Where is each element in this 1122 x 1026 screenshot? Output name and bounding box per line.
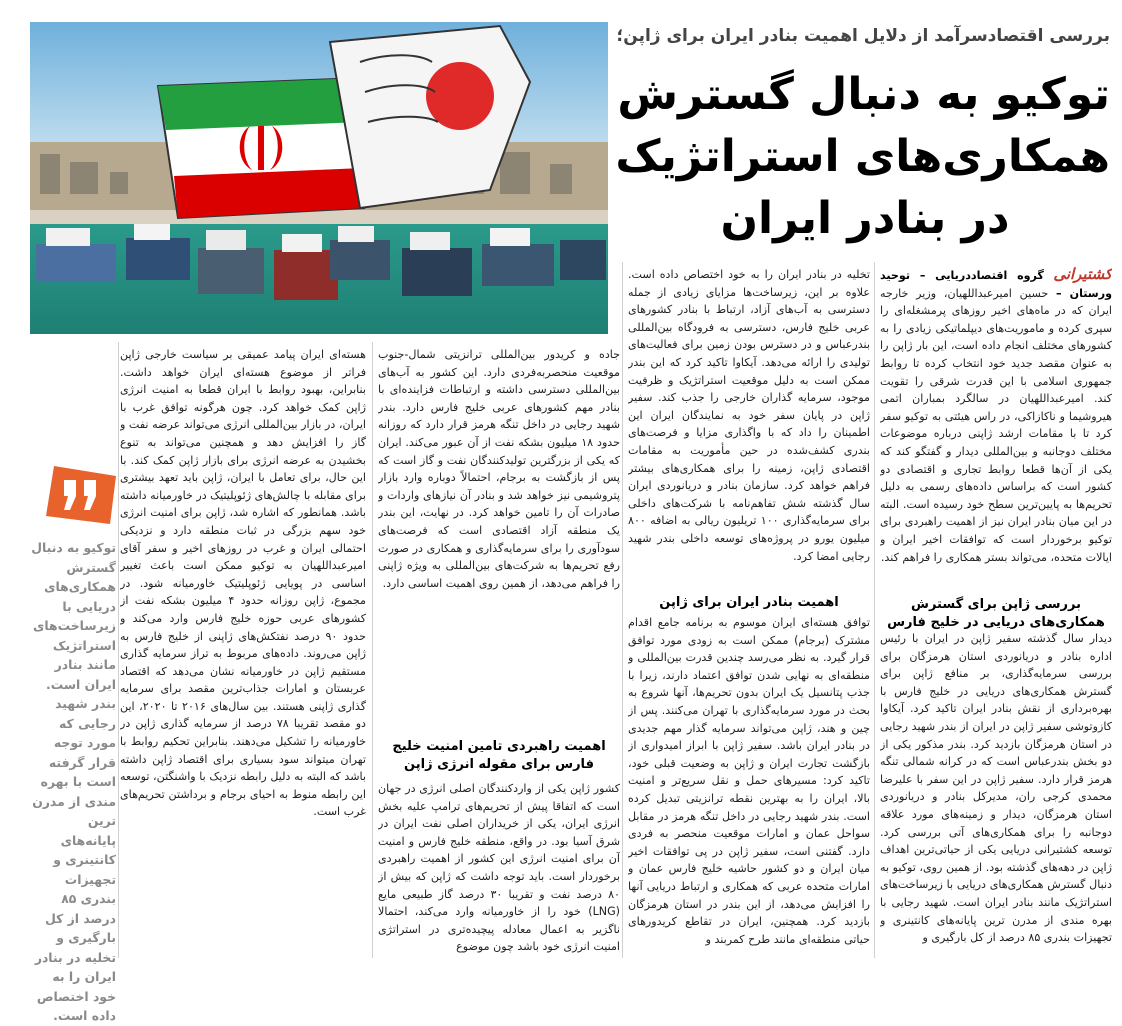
subhead-2: اهمیت بنادر ایران برای ژاپن [659, 595, 839, 610]
byline-mark: کشتیرانی [1053, 266, 1112, 283]
column-2-continued: توافق هسته‌ای ایران موسوم به برنامه جامع اقدام مشترک (برجام) ممکن است به زودی مورد توافق قرار گیرد. به نظر می‌رسد چندین قدرت بین‌المللی و منطقه‌ای به نهایی شدن توافق اعتماد دارند، زیرا با جذب پتانسیل یک ایران بدون تحریم‌ها، آنها شروع به بحث در مورد سرمایه‌گذاری با تهران می‌کنند. پس از چین و هند، ژاپن می‌تواند سرمایه گذار مهم جدیدی در بنادر ایران باشد. سفیر ژاپن با ابراز امیدواری از بازگشت تجارت ایران و ژاپن به وضعیت قبلی خود، تاکید کرد: مسیرهای حمل و نقل سریع‌تر و امنیت بالا، ایران را به بهترین نقطه ترانزیتی تبدیل کرده است. بندر شهید رجایی در داخل تنگه هرمز در مقابل سواحل عمان و امارات موقعیت منحصر به فردی دارد. گفتنی است، سفیر ژاپن در پی توافقات اخیر میان ایران و دو کشور حاشیه خلیج فارس عمان و امارات متحده عربی که همکاری و ارتباط دریایی آنها را افزایش می‌دهد، از این بندر در استان هرمزگان بازدید کرد. همچنین، ایران در تقاطع کریدورهای حیاتی منطقه‌ای مانند طرح کمربند و [628, 616, 870, 946]
column-3-continued: کشور ژاپن یکی از واردکنندگان اصلی انرژی در جهان است که اتفاقا پیش از تحریم‌های ترامپ علیه بخش انرژی ایران، یکی از خریداران اصلی نفت ایران در شرق آسیا بود. در واقع، منطقه خلیج فارس و امنیت آن برای امنیت انرژی این کشور از اهمیت راهبردی برخوردار است. باید توجه داشت که ژاپن که بیش از ۸۰ درصد نفت و تقریبا ۳۰ درصد گاز طبیعی مایع (LNG) خود را از خاورمیانه وارد می‌کند، احتمالا ناگزیر به اعمال معادله پیچیده‌تری در استراتژی امنیت انرژی خود باشد چون موضوع [378, 782, 620, 954]
column-4-text: هسته‌ای ایران پیامد عمیقی بر سیاست خارجی ژاپن فراتر از موضوع هسته‌ای ایران خواهد داشت. بنابراین، بهبود روابط با ایران قطعا به امنیت انرژی ژاپن کمک خواهد کرد. چون هرگونه توافق غرب با ایران، در بازار بین‌المللی انرژی می‌تواند عرضه نفت و گاز را افزایش دهد و همچنین می‌تواند به تنوع بخشیدن به عرضه انرژی برای بازار ژاپن کمک کند. با این حال، برای تعامل با ایران، ژاپن باید تعهد بیشتری برای مقابله با چالش‌های ژئوپلیتیک در خاورمیانه داشته باشد. همانطور که اشاره شد، ژاپن برای امنیت انرژی خود سهم بزرگی در ثبات منطقه دارد و نزدیکی احتمالی ایران و غرب در روزهای اخیر و سفر آقای امیرعبداللهیان به توکیو ممکن است باعث تغییر اساسی در پویایی ژئوپلیتیک خاورمیانه شود. در مجموع، ژاپن روزانه حدود ۴ میلیون بشکه نفت از کشورهای عربی حوزه خلیج فارس وارد می‌کند و حدود ۹۰ درصد نفتکش‌های ژاپنی از خلیج فارس به ژاپن می‌روند. داده‌های مربوط به تراز سرمایه گذاری مستقیم ژاپن در خاورمیانه نشان می‌دهد که اقتصاد عربستان و امارات جذاب‌ترین مقصد برای سرمایه گذاری ژاپنی هستند. بین سال‌های ۲۰۱۶ تا ۲۰۲۰، این دو مقصد تقریبا ۷۸ درصد از سرمایه گذاری ژاپن در خاورمیانه را تشکیل می‌دهند. بنابراین تحکیم روابط با تهران میتواند سود بسیاری برای اقتصاد ژاپن داشته باشد که البته به دلیل رابطه نزدیک با واشنگتن، توسعه این رابطه منوط به احیای برجام و برداشتن تحریم‌های غرب است. [120, 348, 366, 819]
column-1-text: حسین امیرعبداللهیان، وزیر خارجه ایران که در ماه‌های اخیر روزهای پرمشغله‌ای را سپری کرده و ماموریت‌های دیپلماتیکی زیادی را به کشورهای مختلف انجام داده است، این بار ژاپن را به عنوان مقصد جدید خود انتخاب کرده تا روابط جمهوری اسلامی با این قدرت شرقی را تقویت کند. امیرعبداللهیان در سالگرد بمباران اتمی هیروشیما و ناکازاکی، در راس هیئتی به توکیو سفر کرد تا با مقامات ارشد ژاپنی درباره موضوعات مختلف دوجانبه و بین‌المللی دیدار و گفتگو کند که یکی از آن‌ها قطعا روابط تجاری و اقتصادی دو کشور است که براساس داده‌های رسمی به دلیل تحریم‌ها به پایین‌ترین سطح خود رسیده است. البته در این میان بنادر ایران نیز از اهمیت راهبردی برای توکیو برخوردار است که توافقات اخیر ایران و ایالات متحده، می‌تواند بستر همکاری را فراهم کند. [880, 286, 1112, 564]
subhead-1: بررسی ژاپن برای گسترش همکاری‌های دریایی در خلیج فارس [887, 597, 1105, 630]
headline-line-2: همکاری‌های استراتژیک [615, 131, 1110, 182]
column-3 [378, 346, 620, 958]
port-handshake-illustration [30, 22, 608, 334]
byline: گروه اقتصاددریایی – توحید ورستان – [880, 269, 1112, 300]
headline-line-3: در بنادر ایران [720, 193, 1010, 244]
article-photo [30, 22, 608, 334]
subhead-3: اهمیت راهبردی تامین امنیت خلیج فارس برای مقوله انرژی ژاپن [392, 739, 606, 772]
headline [615, 64, 1110, 250]
column-1-intro [880, 266, 1112, 574]
column-divider [118, 342, 119, 958]
kicker: بررسی اقتصادسرآمد از دلایل اهمیت بنادر ایران برای ژاپن؛ [616, 26, 1110, 46]
column-divider [874, 262, 875, 958]
column-3-text: جاده و کریدور بین‌المللی ترانزیتی شمال-جنوب موقعیت منحصربه‌فردی دارد. این کشور به آب‌های بین‌المللی دسترسی داشته و ارتباطات فزاینده‌ای با بنادر مهم کشورهای عربی خلیج فارس دارد. بندر شهید رجایی در داخل تنگه هرمز قرار دارد که روزانه حدود ۱۸ میلیون بشکه نفت از آن عبور می‌کند. ایران که یکی از بزرگترین تولیدکنندگان نفت و گاز است که پس از بازگشت به برجام، احتمالاً دوباره وارد بازار پتروشیمی نیز خواهد شد و بنادر آن نیازهای واردات و صادرات آن را تامین خواهد کرد. در نهایت، این بندر یک منطقه آزاد اقتصادی است که فرصت‌های سودآوری را برای سرمایه‌گذاری و همکاری در صورت رفع تحریم‌ها به شرکت‌های بین‌المللی به ویژه ژاپنی را فراهم می‌دهد، از همین روی اهمیت اساسی دارد. [378, 348, 620, 590]
column-1-continued: دیدار سال گذشته سفیر ژاپن در ایران با رئیس اداره بنادر و دریانوردی استان هرمزگان برای بررسی سرمایه‌گذاری، بر منافع ژاپن برای گسترش همکاری‌های دریایی در خلیج فارس با بهره‌برداری از نقش بنادر ایران تاکید کرد. آیکاوا کازوتوشی سفیر ژاپن در ایران از بندر شهید رجایی در استان هرمزگان بازدید کرد. بندر مذکور یکی از دو بخش بندرعباس است که در کرانه شمالی تنگه هرمز قرار دارد. سفیر ژاپن در این سفر با علیرضا محمدی کرجی ران، مدیرکل بنادر و دریانوردی استان هرمزگان، دیدار و زمینه‌های مورد علاقه دوجانبه را برای همکاری‌های آتی بررسی کرد. توسعه کشتیرانی دریایی یکی از حیاتی‌ترین اهداف ژاپن در دهه‌های گذشته بود. از همین روی، توکیو به دنبال گسترش همکاری‌های دریایی با زیرساخت‌های استراتژیک مانند بنادر ایران است. شهید رجایی با بهره مندی از مدرن ترین پایانه‌های کانتینری و تجهیزات بندری ۸۵ درصد از کل بارگیری و [880, 632, 1112, 945]
pull-quote: توکیو به دنبال گسترش همکاری‌های دریایی با زیرساخت‌های استراتژیک مانند بنادر ایران است. بندر شهید رجایی که مورد توجه قرار گرفته است با بهره مندی از مدرن ترین پایانه‌های کانتینری و تجهیزات بندری ۸۵ درصد از کل بارگیری و تخلیه در بنادر ایران را به خود اختصاص داده است. [31, 540, 116, 1023]
headline-line-1: توکیو به دنبال گسترش [617, 69, 1110, 120]
column-divider [372, 342, 373, 958]
column-2-text: تخلیه در بنادر ایران را به خود اختصاص داده است. علاوه بر این، زیرساخت‌ها مزایای زیادی از جمله دسترسی به آب‌های آزاد، ارتباط با بنادر کشورهای عربی خلیج فارس، دسترسی به فرودگاه بین‌المللی بندرعباس و در دسترس بودن زمین برای فعالیت‌های تولیدی را ارائه می‌دهد. آیکاوا تاکید کرد که این بندر ممکن است به دلیل موقعیت استراتژیک و ظرفیت موجود، سرمایه گذاران خارجی را جذب کند. سفیر ژاپن در پایان سفر خود به نمایندگان ایران این اطمینان را داد که با واگذاری مزایا و فرصت‌های بندری کشف‌شده در حین مأموریت به مقامات اقتصادی ژاپن، زمینه را برای همکاری‌های بیشتر فراهم خواهد کرد. سازمان بنادر و دریانوردی ایران سال گذشته شش تفاهم‌نامه با شرکت‌های داخلی برای سرمایه‌گذاری ۱۰۰ تریلیون ریالی به اضافه ۸۰۰ میلیون یورو در پروژه‌های توسعه داخلی بندر شهید رجایی امضا کرد. [628, 268, 870, 563]
column-divider [622, 262, 623, 958]
quote-mark-icon [46, 466, 118, 524]
